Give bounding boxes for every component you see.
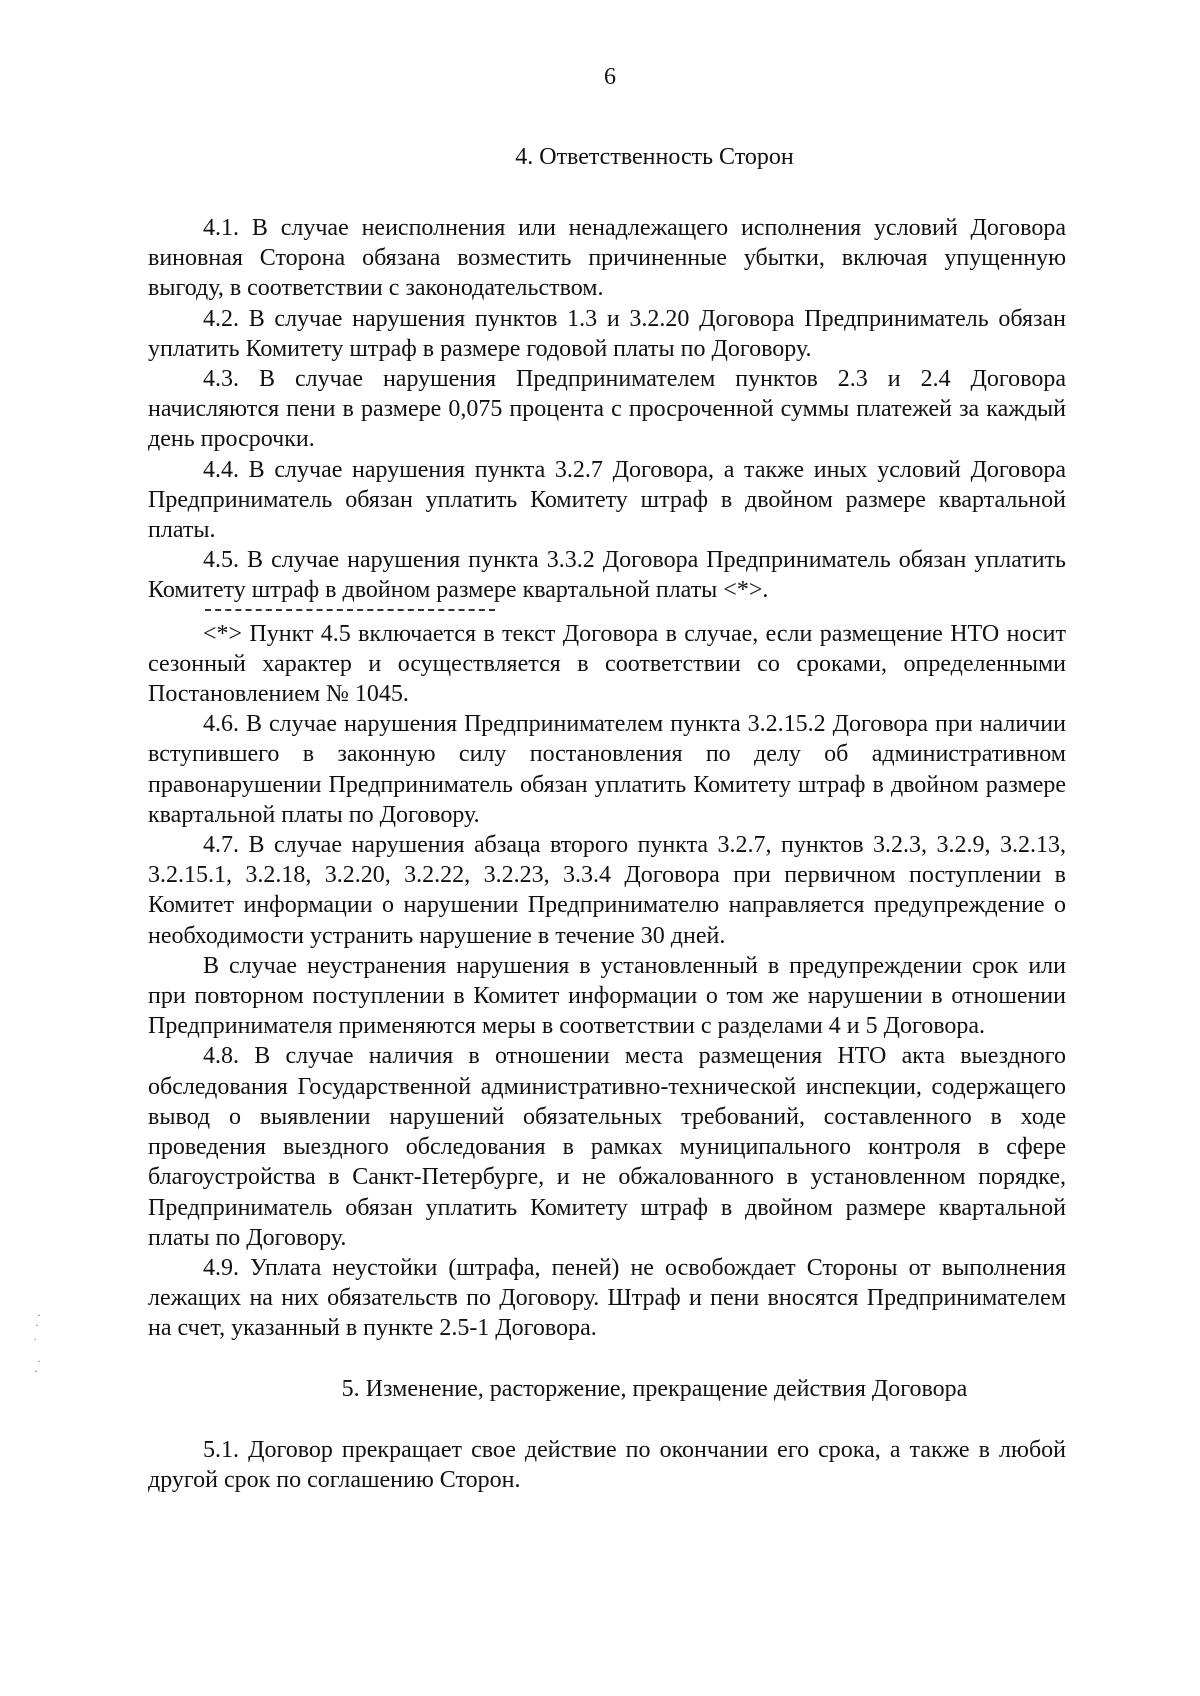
clause-4-7: 4.7. В случае нарушения абзаца второго пункта 3.2.7, пунктов 3.2.3, 3.2.9, 3.2.13, 3.2.15.1, 3.2.18, 3.2.20, 3.2.22, 3.2.23, 3.3.4 Договора при первичном поступлении в Комитет информации о нарушении Предпринимателю направляется предупреждение о необходимости устранить нарушение в течение 30 дней.: [148, 832, 1066, 949]
footnote-separator: [205, 609, 495, 619]
section-heading-4: 4. Ответственность Сторон: [515, 144, 794, 170]
clause-4-4: 4.4. В случае нарушения пункта 3.2.7 Договора, а также иных условий Договора Предприниматель обязан уплатить Комитету штраф в двойном размере квартальной платы.: [148, 456, 1066, 544]
clause-4-2: 4.2. В случае нарушения пунктов 1.3 и 3.2.20 Договора Предприниматель обязан уплатить Комитету штраф в размере годовой платы по Договору.: [148, 305, 1066, 362]
footnote: <*> Пункт 4.5 включается в текст Договора в случае, если размещение НТО носит сезонный характер и осуществляется в соответствии со сроками, определенными Постановлением № 1045.: [148, 620, 1066, 708]
section-heading-5: 5. Изменение, расторжение, прекращение действия Договора: [341, 1375, 968, 1402]
page-number: 6: [604, 64, 616, 90]
clause-4-8: 4.8. В случае наличия в отношении места размещения НТО акта выездного обследования Государственной административно-технической инспекции, содержащего вывод о выявлении нарушений обязательных требований, составленного в ходе проведения выездного обследования в рамках муниципального контроля в сфере благоустройства в Санкт-Петербурге, и не обжалованного в установленном порядке, Предприниматель обязан уплатить Комитету штраф в двойном размере квартальной платы по Договору.: [148, 1043, 1066, 1251]
clause-5-1: 5.1. Договор прекращает свое действие по окончании его срока, а также в любой другой срок по соглашению Сторон.: [148, 1436, 1066, 1493]
clause-4-5: 4.5. В случае нарушения пункта 3.3.2 Договора Предприниматель обязан уплатить Комитету штраф в двойном размере квартальной платы <*>.: [148, 547, 1066, 604]
document-body: [148, 142, 1066, 1495]
clause-4-6: 4.6. В случае нарушения Предпринимателем пункта 3.2.15.2 Договора при наличии вступившего в законную силу постановления по делу об административном правонарушении Предприниматель обязан уплатить Комитету штраф в двойном размере квартальной платы по Договору.: [148, 711, 1066, 828]
clause-4-1: 4.1. В случае неисполнения или ненадлежащего исполнения условий Договора виновная Сторона обязана возместить причиненные убытки, включая упущенную выгоду, в соответствии с законодательством.: [148, 215, 1066, 302]
scan-margin-marks: · · ˈ · ·: [33, 1308, 41, 1378]
clause-4-9: 4.9. Уплата неустойки (штрафа, пеней) не освобождает Стороны от выполнения лежащих на них обязательств по Договору. Штраф и пени вносятся Предпринимателем на счет, указанный в пункте 2.5-1 Договора.: [148, 1254, 1066, 1342]
clause-4-3: 4.3. В случае нарушения Предпринимателем пунктов 2.3 и 2.4 Договора начисляются пени в размере 0,075 процента с просроченной суммы платежей за каждый день просрочки.: [148, 366, 1066, 453]
clause-4-7-continued: В случае неустранения нарушения в установленный в предупреждении срок или при повторном поступлении в Комитет информации о том же нарушении в отношении Предпринимателя применяются меры в соответствии с разделами 4 и 5 Договора.: [148, 952, 1066, 1040]
